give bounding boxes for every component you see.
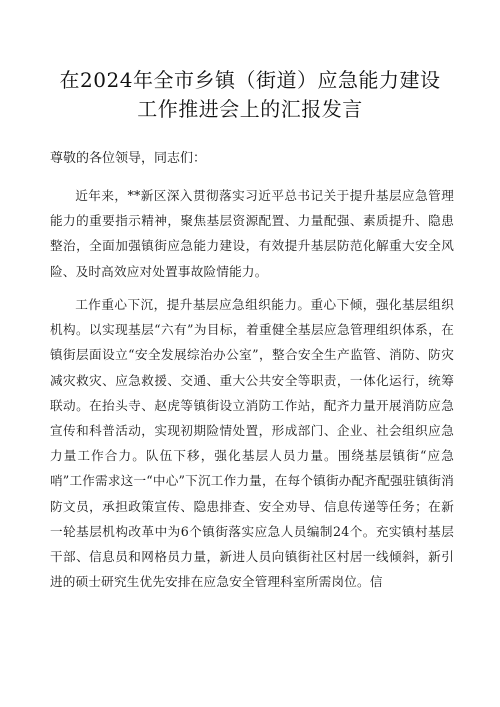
- greeting: 尊敬的各位领导，同志们：: [50, 151, 207, 166]
- paragraph-2: 工作重心下沉，提升基层应急组织能力。重心下倾，强化基层组织机构。以实现基层“六有”为目标，着重健全基层应急管理组织体系，在镇街层面设立“安全发展综治办公室”，整合安全生产监管、消防、防灾减灾救灾、应急救援、交通、重大公共安全等职责，一体化运行，统筹联动。在抬头寺、赵虎等镇街设立消防工作站，配齐力量开展消防应急宣传和科普活动，实现初期险情处置，形成部门、企业、社会组织应急力量工作合力。队伍下移，强化基层人员力量。围绕基层镇街“应急哨”工作需求这一“中心”下沉工作力量，在每个镇街办配齐配强驻镇街消防文员，承担政策宣传、隐患排查、安全劝导、信息传递等任务；在新一轮基层机构改革中为6个镇街落实应急人员编制24个。充实镇村基层干部、信息员和网格员力量，新进人员向镇街社区村居一线倾斜，新引进的硕士研究生优先安排在应急安全管理科室所需岗位。信: [50, 297, 454, 590]
- document-title-line-2: 工作推进会上的汇报发言: [137, 97, 363, 121]
- document-title-line-1: 在2024年全市乡镇（街道）应急能力建设: [59, 68, 441, 92]
- paragraph-1: 近年来，**新区深入贯彻落实习近平总书记关于提升基层应急管理能力的重要指示精神，聚焦基层资源配置、力量配强、素质提升、隐患整治，全面加强镇街应急能力建设，有效提升基层防范化解重大安全风险、及时高效应对处置事故险情能力。: [50, 188, 454, 279]
